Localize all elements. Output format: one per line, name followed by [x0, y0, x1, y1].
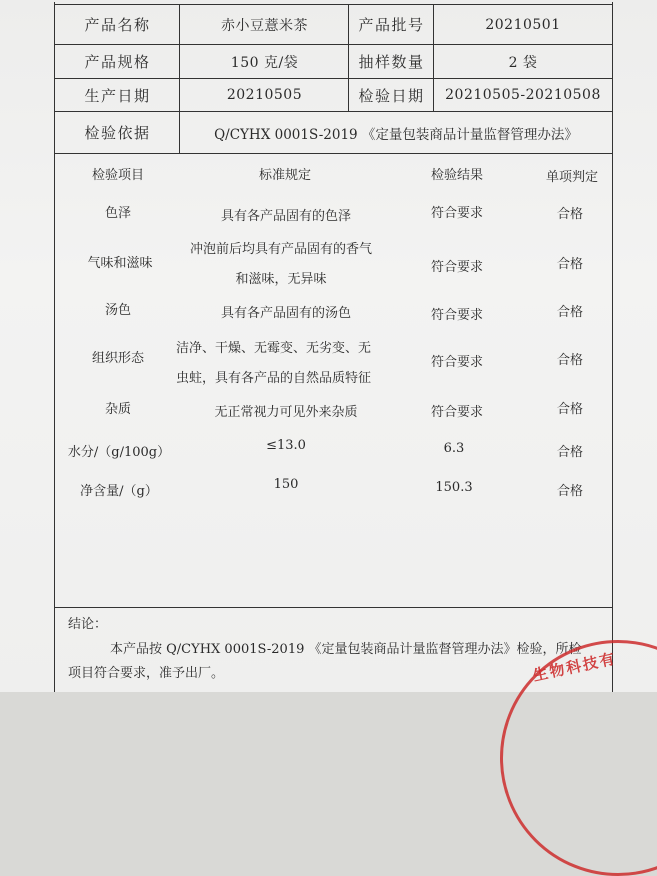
row-result: 符合要求	[430, 405, 483, 420]
product-name-label: 产品名称	[84, 16, 151, 34]
conclusion-label: 结论：	[68, 617, 108, 632]
row-standard: 具有各产品固有的色泽	[220, 209, 351, 224]
conclusion-line2: 项目符合要求，准予出厂。	[68, 666, 225, 681]
batch-label: 产品批号	[358, 16, 425, 34]
row-item: 净含量/（g）	[80, 484, 158, 499]
row-standard: 无正常视力可见外来杂质	[214, 405, 358, 420]
row-result: 150.3	[435, 480, 473, 495]
row-standard: 150	[273, 477, 299, 492]
seal-text: 生物科技有	[531, 649, 619, 685]
sample-qty-label: 抽样数量	[358, 53, 425, 71]
row-standard-line2: 虫蛀，具有各产品的自然品质特征	[176, 371, 372, 386]
row-verdict: 合格	[556, 207, 583, 222]
rule	[54, 153, 613, 154]
spec-value: 150 克/袋	[230, 54, 299, 71]
row-result: 6.3	[443, 441, 465, 456]
row-standard-line1: 冲泡前后均具有产品固有的香气	[189, 242, 372, 257]
col-rule	[179, 4, 180, 153]
row-standard-line1: 洁净、干燥、无霉变、无劣变、无	[176, 341, 372, 356]
row-result: 符合要求	[430, 355, 483, 370]
col-header-verdict: 单项判定	[545, 170, 598, 185]
row-item: 气味和滋味	[87, 256, 153, 271]
sample-qty-value: 2 袋	[508, 54, 538, 71]
row-item: 水分/（g/100g）	[67, 445, 171, 460]
row-verdict: 合格	[556, 484, 583, 499]
col-header-result: 检验结果	[430, 168, 483, 183]
row-verdict: 合格	[556, 257, 583, 272]
row-verdict: 合格	[556, 353, 583, 368]
col-header-standard: 标准规定	[258, 168, 311, 183]
prod-date-value: 20210505	[226, 87, 303, 103]
row-item: 杂质	[104, 402, 131, 417]
row-result: 符合要求	[430, 260, 483, 275]
row-verdict: 合格	[556, 445, 583, 460]
col-rule	[433, 4, 434, 111]
row-item: 色泽	[104, 206, 131, 221]
rule	[54, 607, 613, 608]
spec-label: 产品规格	[84, 53, 151, 71]
col-header-item: 检验项目	[91, 168, 144, 183]
product-name-value: 赤小豆薏米茶	[221, 17, 308, 34]
row-verdict: 合格	[556, 305, 583, 320]
row-verdict: 合格	[556, 402, 583, 417]
row-standard: ≤13.0	[266, 438, 306, 453]
row-item: 组织形态	[91, 351, 144, 366]
row-standard-line2: 和滋味，无异味	[235, 272, 327, 287]
basis-value: Q/CYHX 0001S-2019 《定量包装商品计量监督管理办法》	[214, 126, 578, 143]
conclusion-line1: 本产品按 Q/CYHX 0001S-2019 《定量包装商品计量监督管理办法》检验，所检	[110, 642, 582, 657]
row-result: 符合要求	[430, 308, 483, 323]
prod-date-label: 生产日期	[84, 86, 151, 105]
inspect-date-label: 检验日期	[358, 86, 425, 105]
inspect-date-value: 20210505-20210508	[445, 87, 601, 103]
row-item: 汤色	[104, 303, 131, 318]
batch-value: 20210501	[485, 16, 561, 33]
col-rule	[348, 4, 349, 111]
row-standard: 具有各产品固有的汤色	[220, 306, 351, 321]
basis-label: 检验依据	[84, 124, 151, 142]
row-result: 符合要求	[430, 206, 483, 221]
